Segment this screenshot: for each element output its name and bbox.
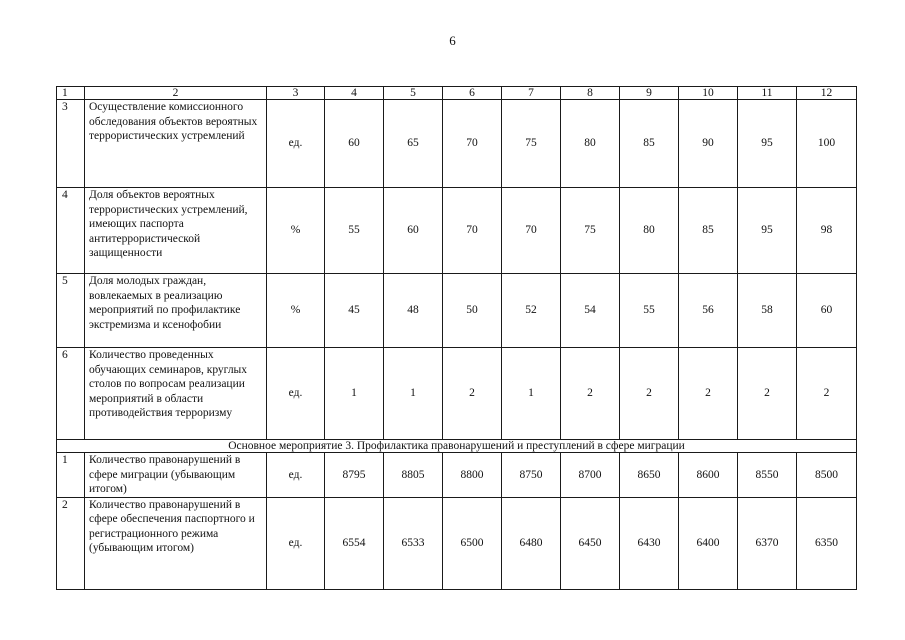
value-cell: 8795 xyxy=(325,453,384,498)
value-cell: 95 xyxy=(738,188,797,274)
value-cell: 60 xyxy=(325,100,384,188)
table-row xyxy=(57,497,857,589)
value-cell: 8805 xyxy=(384,453,443,498)
value-cell: 65 xyxy=(384,100,443,188)
table-row xyxy=(57,453,857,498)
column-number: 4 xyxy=(325,87,384,100)
table-row xyxy=(57,188,857,274)
value-cell: 75 xyxy=(561,188,620,274)
row-number: 4 xyxy=(57,188,85,274)
column-number: 8 xyxy=(561,87,620,100)
value-cell: 8650 xyxy=(620,453,679,498)
value-cell: 1 xyxy=(502,348,561,440)
indicator-name: Количество правонарушений в сфере миграции (убывающим итогом) xyxy=(85,453,267,498)
value-cell: 80 xyxy=(620,188,679,274)
table-row xyxy=(57,100,857,188)
value-cell: 48 xyxy=(384,274,443,348)
value-cell: 1 xyxy=(325,348,384,440)
value-cell: 75 xyxy=(502,100,561,188)
value-cell: 95 xyxy=(738,100,797,188)
column-number: 11 xyxy=(738,87,797,100)
column-number: 3 xyxy=(267,87,325,100)
value-cell: 100 xyxy=(797,100,857,188)
value-cell: 60 xyxy=(384,188,443,274)
value-cell: 8500 xyxy=(797,453,857,498)
value-cell: 2 xyxy=(443,348,502,440)
row-number: 3 xyxy=(57,100,85,188)
value-cell: 2 xyxy=(797,348,857,440)
column-number: 12 xyxy=(797,87,857,100)
indicator-name: Осуществление комиссионного обследования объектов вероятных террористических устремлений xyxy=(85,100,267,188)
value-cell: 85 xyxy=(620,100,679,188)
unit-cell: % xyxy=(267,274,325,348)
value-cell: 55 xyxy=(620,274,679,348)
value-cell: 70 xyxy=(443,188,502,274)
value-cell: 70 xyxy=(502,188,561,274)
value-cell: 6400 xyxy=(679,497,738,589)
row-number: 1 xyxy=(57,453,85,498)
value-cell: 60 xyxy=(797,274,857,348)
row-number: 2 xyxy=(57,497,85,589)
indicator-name: Количество правонарушений в сфере обеспечения паспортного и регистрационного режима (убывающим итогом) xyxy=(85,497,267,589)
value-cell: 80 xyxy=(561,100,620,188)
value-cell: 2 xyxy=(738,348,797,440)
column-number: 5 xyxy=(384,87,443,100)
value-cell: 2 xyxy=(620,348,679,440)
value-cell: 8800 xyxy=(443,453,502,498)
unit-cell: ед. xyxy=(267,453,325,498)
column-number: 2 xyxy=(85,87,267,100)
value-cell: 58 xyxy=(738,274,797,348)
section-title: Основное мероприятие 3. Профилактика правонарушений и преступлений в сфере миграции xyxy=(57,440,857,453)
indicator-name: Доля объектов вероятных террористических устремлений, имеющих паспорта антитеррористической защищенности xyxy=(85,188,267,274)
section-row xyxy=(57,440,857,453)
value-cell: 8700 xyxy=(561,453,620,498)
value-cell: 45 xyxy=(325,274,384,348)
indicators-table xyxy=(56,86,857,590)
value-cell: 6500 xyxy=(443,497,502,589)
value-cell: 8750 xyxy=(502,453,561,498)
value-cell: 6554 xyxy=(325,497,384,589)
unit-cell: ед. xyxy=(267,497,325,589)
value-cell: 6430 xyxy=(620,497,679,589)
column-number: 10 xyxy=(679,87,738,100)
value-cell: 8600 xyxy=(679,453,738,498)
column-number: 6 xyxy=(443,87,502,100)
value-cell: 98 xyxy=(797,188,857,274)
column-number: 1 xyxy=(57,87,85,100)
value-cell: 54 xyxy=(561,274,620,348)
value-cell: 90 xyxy=(679,100,738,188)
value-cell: 52 xyxy=(502,274,561,348)
column-number: 9 xyxy=(620,87,679,100)
value-cell: 6350 xyxy=(797,497,857,589)
value-cell: 56 xyxy=(679,274,738,348)
row-number: 6 xyxy=(57,348,85,440)
unit-cell: % xyxy=(267,188,325,274)
value-cell: 70 xyxy=(443,100,502,188)
value-cell: 55 xyxy=(325,188,384,274)
value-cell: 2 xyxy=(679,348,738,440)
value-cell: 8550 xyxy=(738,453,797,498)
table-row xyxy=(57,274,857,348)
value-cell: 6370 xyxy=(738,497,797,589)
column-number: 7 xyxy=(502,87,561,100)
value-cell: 50 xyxy=(443,274,502,348)
unit-cell: ед. xyxy=(267,100,325,188)
table-body xyxy=(57,87,857,590)
value-cell: 6533 xyxy=(384,497,443,589)
value-cell: 6450 xyxy=(561,497,620,589)
page-number: 6 xyxy=(449,33,456,48)
value-cell: 2 xyxy=(561,348,620,440)
unit-cell: ед. xyxy=(267,348,325,440)
value-cell: 6480 xyxy=(502,497,561,589)
indicator-name: Количество проведенных обучающих семинаров, круглых столов по вопросам реализации мероприятий в области противодействия терроризму xyxy=(85,348,267,440)
row-number: 5 xyxy=(57,274,85,348)
value-cell: 85 xyxy=(679,188,738,274)
value-cell: 1 xyxy=(384,348,443,440)
indicator-name: Доля молодых граждан, вовлекаемых в реализацию мероприятий по профилактике экстремизма и ксенофобии xyxy=(85,274,267,348)
column-number-row xyxy=(57,87,857,100)
table-row xyxy=(57,348,857,440)
